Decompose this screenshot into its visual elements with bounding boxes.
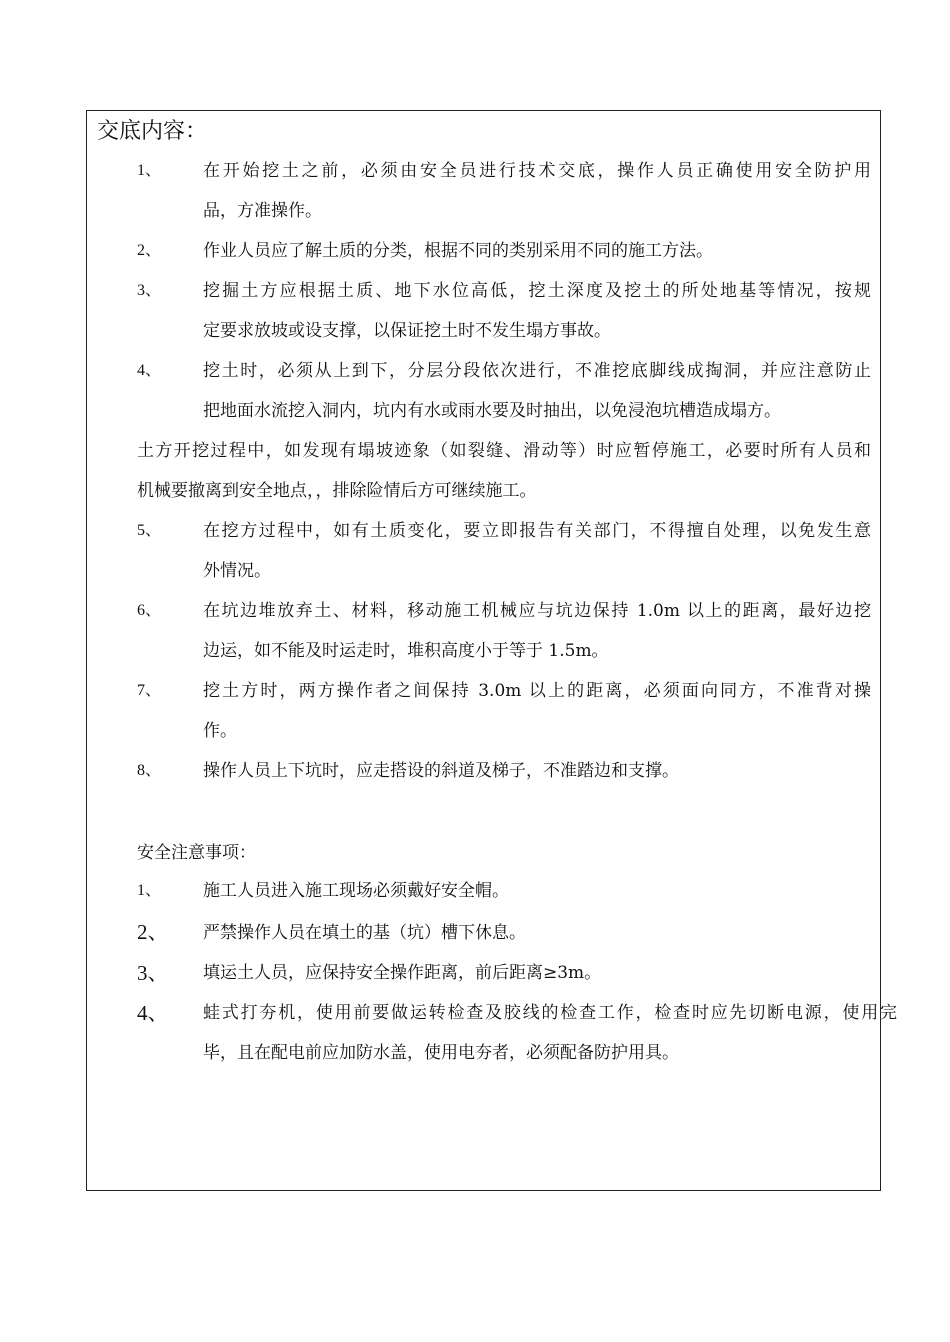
item-text-line: 挖土时，必须从上到下，分层分段依次进行，不准挖底脚线成掏洞，并应注意防止 — [203, 361, 871, 381]
item-text-line: 挖土方时，两方操作者之间保持 3.0m 以上的距离，必须面向同方，不准背对操 — [203, 681, 871, 701]
safety-number: 3、 — [137, 961, 169, 985]
item-text-line: 把地面水流挖入洞内，坑内有水或雨水要及时抽出，以免浸泡坑槽造成塌方。 — [203, 401, 781, 421]
paragraph-line: 土方开挖过程中，如发现有塌坡迹象（如裂缝、滑动等）时应暂停施工，必要时所有人员和 — [137, 441, 871, 461]
item-text-line: 边运，如不能及时运走时，堆积高度小于等于 1.5m。 — [203, 641, 609, 661]
safety-text-line: 毕，且在配电前应加防水盖，使用电夯者，必须配备防护用具。 — [203, 1043, 679, 1063]
safety-number: 4、 — [137, 1001, 169, 1025]
safety-number: 1、 — [137, 882, 162, 899]
item-text-line: 作。 — [203, 721, 237, 741]
item-text-line: 挖掘土方应根据土质、地下水位高低，挖土深度及挖土的所处地基等情况，按规 — [203, 281, 871, 301]
paragraph-line: 机械要撤离到安全地点，，排除险情后方可继续施工。 — [137, 481, 537, 501]
item-number: 3、 — [137, 282, 162, 299]
section-heading: 交底内容： — [97, 119, 208, 144]
safety-title: 安全注意事项： — [137, 843, 256, 863]
item-number: 6、 — [137, 602, 162, 619]
item-text-line: 在开始挖土之前，必须由安全员进行技术交底，操作人员正确使用安全防护用 — [203, 161, 871, 181]
safety-text-line: 蛙式打夯机，使用前要做运转检查及胶线的检查工作，检查时应先切断电源，使用完 — [203, 1003, 897, 1023]
item-number: 7、 — [137, 682, 162, 699]
item-text-line: 品，方准操作。 — [203, 201, 322, 221]
item-text-line: 作业人员应了解土质的分类，根据不同的类别采用不同的施工方法。 — [203, 241, 713, 261]
safety-text-line: 填运土人员，应保持安全操作距离，前后距离≥3m。 — [203, 963, 602, 983]
item-text-line: 外情况。 — [203, 561, 271, 581]
item-number: 5、 — [137, 522, 162, 539]
item-number: 8、 — [137, 762, 162, 779]
item-number: 2、 — [137, 242, 162, 259]
item-text-line: 在坑边堆放弃土、材料，移动施工机械应与坑边保持 1.0m 以上的距离，最好边挖 — [203, 601, 871, 621]
item-number: 4、 — [137, 362, 162, 379]
safety-text-line: 施工人员进入施工现场必须戴好安全帽。 — [203, 881, 509, 901]
item-text-line: 在挖方过程中，如有土质变化，要立即报告有关部门，不得擅自处理，以免发生意 — [203, 521, 871, 541]
item-text-line: 操作人员上下坑时，应走搭设的斜道及梯子，不准踏边和支撑。 — [203, 761, 679, 781]
safety-number: 2、 — [137, 920, 169, 944]
safety-text-line: 严禁操作人员在填土的基（坑）槽下休息。 — [203, 923, 526, 943]
item-number: 1、 — [137, 162, 162, 179]
item-text-line: 定要求放坡或设支撑，以保证挖土时不发生塌方事故。 — [203, 321, 611, 341]
